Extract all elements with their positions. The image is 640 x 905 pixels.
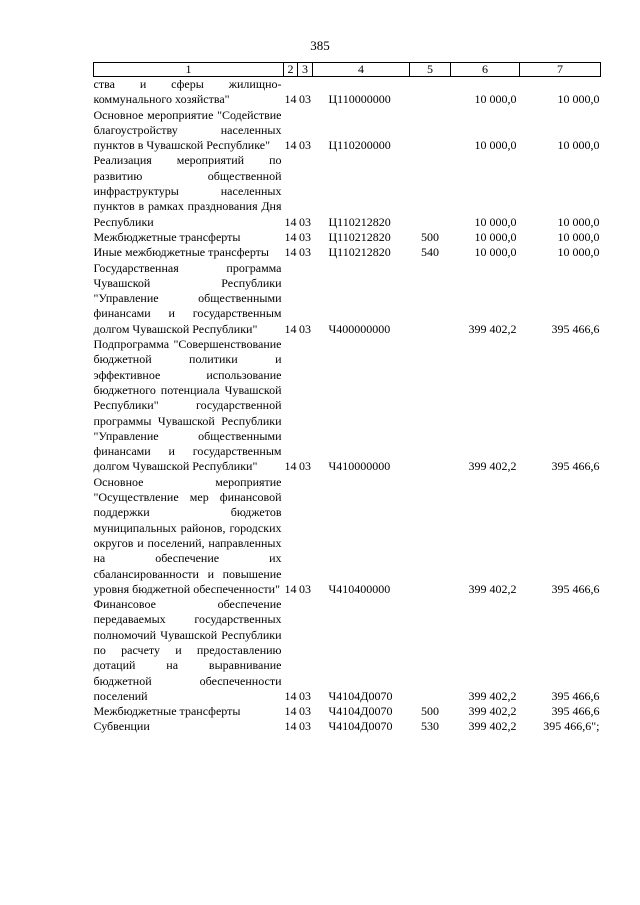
item-name: Межбюджетные трансферты [93,704,241,719]
amount-col-7: 395 466,6 [551,704,600,719]
section-code: 14 [284,214,297,229]
target-article-code: Ц110000000 [328,92,391,107]
amount-col-6: 399 402,2 [468,719,517,734]
expense-type-code [410,77,451,108]
expense-type-code [410,597,451,704]
table-row [94,597,601,704]
amount-col-7: 10 000,0 [557,214,600,229]
amount-col-6: 399 402,2 [468,321,517,336]
item-name: Иные межбюджетные трансферты [93,245,269,260]
amount-col-6: 10 000,0 [474,229,517,244]
amount-col-6: 399 402,2 [468,459,517,474]
item-name: Финансовое обеспечение передаваемых государственных полномочий Чувашской Республики по расчету и предоставлению дотаций на выравнивание бюджетной обеспеченности поселений [93,597,282,703]
subsection-code: 03 [299,581,311,596]
item-name: Государственная программа Чувашской Республики "Управление общественными финансами и государственным долгом Чувашской Республики" [93,260,282,336]
target-article-code: Ч400000000 [328,321,391,336]
section-code: 14 [284,138,297,153]
column-header: 7 [520,63,601,77]
target-article-code: Ч410000000 [328,459,391,474]
amount-col-6: 10 000,0 [474,245,517,260]
table-row [94,77,601,108]
page-number: 385 [310,38,330,53]
amount-col-7: 395 466,6"; [543,719,600,734]
item-name: ства и сферы жилищно-коммунального хозяйства" [93,77,282,107]
item-name: Субвенции [93,719,150,734]
table-row [94,719,601,734]
column-header: 2 [284,63,298,77]
amount-col-7: 395 466,6 [551,581,600,596]
amount-col-6: 10 000,0 [474,92,517,107]
expense-type-code [410,261,451,337]
section-code: 14 [284,459,297,474]
target-article-code: Ч410400000 [328,581,391,596]
expense-type-code: 540 [421,245,439,260]
amount-col-7: 395 466,6 [551,321,600,336]
expense-type-code [410,475,451,597]
section-code: 14 [284,92,297,107]
amount-col-6: 399 402,2 [468,581,517,596]
section-code: 14 [284,229,297,244]
expense-type-code [410,108,451,154]
amount-col-7: 10 000,0 [557,138,600,153]
table-row [94,230,601,245]
budget-table [93,62,601,735]
table-row [94,261,601,337]
amount-col-6: 399 402,2 [468,688,517,703]
subsection-code: 03 [299,459,311,474]
amount-col-7: 395 466,6 [551,688,600,703]
target-article-code: Ц110200000 [328,138,391,153]
table-row [94,108,601,154]
subsection-code: 03 [299,688,311,703]
expense-type-code [410,337,451,475]
table-row [94,704,601,719]
section-code: 14 [284,688,297,703]
section-code: 14 [284,245,297,260]
subsection-code: 03 [299,704,311,719]
table-row [94,337,601,475]
section-code: 14 [284,719,297,734]
expense-type-code: 500 [421,704,439,719]
item-name: Подпрограмма "Совершенствование бюджетной политики и эффективное использование бюджетного потенциала Чувашской Республики" государственной программы Чувашской Республики "Управление общественными финансами и государственным долгом Чувашской Республики" [93,337,282,474]
table-row [94,475,601,597]
item-name: Основное мероприятие "Содействие благоустройству населенных пунктов в Чувашской Республике" [93,107,282,153]
subsection-code: 03 [299,245,311,260]
subsection-code: 03 [299,92,311,107]
target-article-code: Ц110212820 [328,214,391,229]
subsection-code: 03 [299,138,311,153]
target-article-code: Ц110212820 [328,245,391,260]
section-code: 14 [284,704,297,719]
amount-col-6: 10 000,0 [474,214,517,229]
amount-col-7: 10 000,0 [557,92,600,107]
column-header: 1 [94,63,284,77]
subsection-code: 03 [299,719,311,734]
target-article-code: Ч4104Д0070 [328,688,393,703]
expense-type-code [410,153,451,229]
amount-col-6: 10 000,0 [474,138,517,153]
amount-col-6: 399 402,2 [468,704,517,719]
expense-type-code: 500 [421,229,439,244]
target-article-code: Ч4104Д0070 [328,704,393,719]
subsection-code: 03 [299,229,311,244]
section-code: 14 [284,581,297,596]
amount-col-7: 10 000,0 [557,229,600,244]
item-name: Межбюджетные трансферты [93,229,241,244]
amount-col-7: 395 466,6 [551,459,600,474]
target-article-code: Ц110212820 [328,229,391,244]
item-name: Основное мероприятие "Осуществление мер финансовой поддержки бюджетов муниципальных районов, городских округов и поселений, направленных на обеспечение их сбалансированности и повышение уровня бюджетной обеспеченности" [93,474,282,596]
table-row [94,245,601,260]
column-header: 4 [313,63,410,77]
column-header: 5 [410,63,451,77]
section-code: 14 [284,321,297,336]
target-article-code: Ч4104Д0070 [328,719,393,734]
item-name: Реализация мероприятий по развитию общественной инфраструктуры населенных пунктов в рамках празднования Дня Республики [93,153,282,229]
column-header-row [94,63,601,77]
subsection-code: 03 [299,214,311,229]
column-header: 6 [451,63,520,77]
amount-col-7: 10 000,0 [557,245,600,260]
subsection-code: 03 [299,321,311,336]
expense-type-code: 530 [421,719,439,734]
table-row [94,153,601,229]
column-header: 3 [298,63,313,77]
